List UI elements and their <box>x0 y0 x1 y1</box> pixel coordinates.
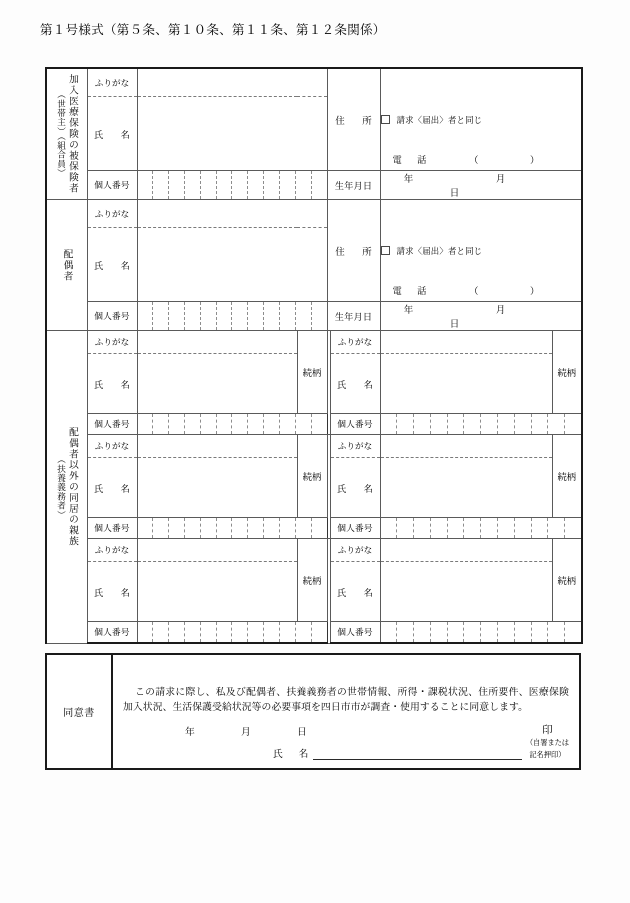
relative-3-mynumber-label: 個人番号 <box>87 518 137 539</box>
insured-birthdate-input[interactable] <box>380 171 582 200</box>
consent-day-label: 日 <box>297 727 307 739</box>
relative-4-relationship-label: 続柄 <box>552 435 582 518</box>
insured-same-as-applicant-label: 請求〈届出〉者と同じ <box>396 114 483 125</box>
relative-6-furigana-input[interactable] <box>380 539 552 562</box>
spouse-address-input[interactable] <box>380 200 582 302</box>
insured-telephone-paren-open: （ <box>469 155 479 166</box>
relative-3-furigana-row <box>46 435 582 458</box>
section-label-spouse <box>46 200 87 331</box>
consent-year-label: 年 <box>185 727 195 739</box>
consent-seal-note-line2: 記名押印） <box>529 750 566 760</box>
insured-telephone-field[interactable] <box>393 152 540 166</box>
spouse-same-as-applicant-option[interactable] <box>381 245 582 257</box>
relative-3-mynumber-input[interactable] <box>137 518 327 539</box>
relative-6-mynumber-input[interactable] <box>380 622 582 644</box>
insured-name-input[interactable] <box>137 97 327 171</box>
spouse-birth-month-label: 月 <box>495 305 506 316</box>
relative-1-furigana-input[interactable] <box>137 331 297 354</box>
relative-5-name-input[interactable] <box>137 562 297 622</box>
relative-4-name-input[interactable] <box>380 458 552 518</box>
seal-icon: 印 <box>542 724 553 737</box>
spouse-mynumber-input[interactable] <box>137 302 327 331</box>
consent-name-label: 氏 名 <box>273 749 312 760</box>
relative-4-name-label: 氏 名 <box>330 458 380 518</box>
relative-2-furigana-label: ふりがな <box>330 331 380 354</box>
spouse-telephone-paren-open: （ <box>469 286 479 297</box>
consent-name-input[interactable] <box>313 746 521 760</box>
consent-content <box>112 654 580 769</box>
page-title: 第１号様式（第５条、第１０条、第１１条、第１２条関係） <box>40 22 386 37</box>
spouse-telephone-paren-close: ） <box>530 286 540 297</box>
consent-label: 同意書 <box>46 654 112 769</box>
section-label-spouse-main: 配偶者 <box>61 248 73 282</box>
section-label-insured-main: 加入医療保険の被保険者 <box>67 74 79 194</box>
spouse-furigana-input[interactable] <box>137 200 327 228</box>
spouse-furigana-label: ふりがな <box>87 200 137 228</box>
insured-telephone-label: 電 話 <box>392 155 430 166</box>
spouse-telephone-label: 電 話 <box>392 286 430 297</box>
insured-birth-day-label: 日 <box>449 188 460 199</box>
consent-box <box>45 653 581 770</box>
consent-row <box>46 654 580 769</box>
spouse-birth-day-label: 日 <box>449 319 460 330</box>
relative-2-mynumber-label: 個人番号 <box>330 414 380 435</box>
relative-2-name-label: 氏 名 <box>330 354 380 414</box>
relative-1-name-input[interactable] <box>137 354 297 414</box>
insured-address-label: 住 所 <box>327 68 380 171</box>
relative-2-furigana-input[interactable] <box>380 331 552 354</box>
spouse-same-as-applicant-label: 請求〈届出〉者と同じ <box>396 245 483 256</box>
insured-telephone-paren-close: ） <box>530 155 540 166</box>
section-label-insured <box>46 68 87 200</box>
section-label-relatives-main: 配偶者以外の同居の親族 <box>67 426 79 547</box>
relative-1-relationship-label: 続柄 <box>297 331 327 414</box>
checkbox-icon[interactable] <box>381 246 390 255</box>
relative-5-relationship-label: 続柄 <box>297 539 327 622</box>
relative-2-name-input[interactable] <box>380 354 552 414</box>
relative-1-furigana-row <box>46 331 582 354</box>
spouse-address-label: 住 所 <box>327 200 380 302</box>
consent-signature-row <box>123 724 569 761</box>
relative-3-name-input[interactable] <box>137 458 297 518</box>
relative-3-furigana-input[interactable] <box>137 435 297 458</box>
insured-mynumber-input[interactable] <box>137 171 327 200</box>
relative-5-mynumber-input[interactable] <box>137 622 327 644</box>
relative-6-furigana-label: ふりがな <box>330 539 380 562</box>
spouse-mynumber-label: 個人番号 <box>87 302 137 331</box>
spouse-furigana-row <box>46 200 582 228</box>
insured-name-label: 氏 名 <box>87 97 137 171</box>
applicant-household-table <box>45 67 583 644</box>
relative-1-mynumber-label: 個人番号 <box>87 414 137 435</box>
relative-2-mynumber-input[interactable] <box>380 414 582 435</box>
relative-5-name-label: 氏 名 <box>87 562 137 622</box>
insured-furigana-row <box>46 68 582 97</box>
insured-address-input[interactable] <box>380 68 582 171</box>
consent-seal-note-line1: （自署または <box>525 738 569 748</box>
relative-6-mynumber-label: 個人番号 <box>330 622 380 644</box>
section-label-relatives <box>46 331 87 644</box>
insured-birth-year-label: 年 <box>403 174 414 185</box>
relative-2-relationship-label: 続柄 <box>552 331 582 414</box>
spouse-mynumber-row <box>46 302 582 331</box>
insured-birth-month-label: 月 <box>495 174 506 185</box>
spouse-birthdate-input[interactable] <box>380 302 582 331</box>
insured-birthdate-label: 生年月日 <box>327 171 380 200</box>
relative-3-relationship-label: 続柄 <box>297 435 327 518</box>
relative-3-mynumber-row <box>46 518 582 539</box>
consent-statement: この請求に際し、私及び配偶者、扶養義務者の世帯情報、所得・課税状況、住所要件、医療保険加入状況、生活保護受給状況等の必要事項を四日市市が調査・使用することに同意します。 <box>123 686 569 713</box>
relative-1-furigana-label: ふりがな <box>87 331 137 354</box>
relative-4-furigana-input[interactable] <box>380 435 552 458</box>
insured-mynumber-row <box>46 171 582 200</box>
section-label-relatives-sub: （扶養義務者） <box>55 454 66 519</box>
spouse-name-label: 氏 名 <box>87 228 137 302</box>
spouse-birth-year-label: 年 <box>403 305 414 316</box>
insured-mynumber-label: 個人番号 <box>87 171 137 200</box>
relative-3-furigana-label: ふりがな <box>87 435 137 458</box>
insured-same-as-applicant-option[interactable] <box>381 114 582 126</box>
insured-furigana-label: ふりがな <box>87 68 137 97</box>
relative-1-name-label: 氏 名 <box>87 354 137 414</box>
spouse-telephone-field[interactable] <box>393 283 540 297</box>
relative-5-mynumber-label: 個人番号 <box>87 622 137 644</box>
section-label-insured-sub: （世帯主）（組合員） <box>55 90 66 178</box>
relative-6-name-input[interactable] <box>380 562 552 622</box>
relative-5-furigana-label: ふりがな <box>87 539 137 562</box>
relative-5-furigana-row <box>46 539 582 562</box>
relative-6-relationship-label: 続柄 <box>552 539 582 622</box>
consent-seal-area <box>526 724 569 761</box>
spouse-birthdate-label: 生年月日 <box>327 302 380 331</box>
relative-4-mynumber-label: 個人番号 <box>330 518 380 539</box>
checkbox-icon[interactable] <box>381 115 390 124</box>
relative-4-mynumber-input[interactable] <box>380 518 582 539</box>
consent-month-label: 月 <box>241 727 251 739</box>
relative-5-mynumber-row <box>46 622 582 644</box>
insured-furigana-input[interactable] <box>137 68 327 97</box>
relative-6-name-label: 氏 名 <box>330 562 380 622</box>
relative-1-mynumber-input[interactable] <box>137 414 327 435</box>
relative-4-furigana-label: ふりがな <box>330 435 380 458</box>
relative-5-furigana-input[interactable] <box>137 539 297 562</box>
relative-1-mynumber-row <box>46 414 582 435</box>
relative-3-name-label: 氏 名 <box>87 458 137 518</box>
spouse-name-input[interactable] <box>137 228 327 302</box>
